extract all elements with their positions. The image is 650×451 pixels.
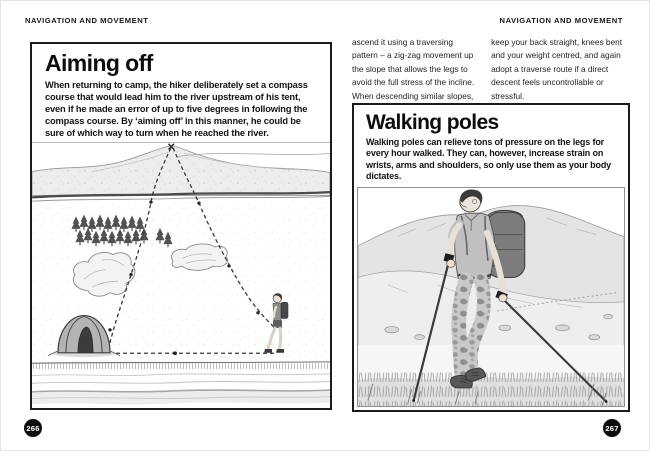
walking-poles-title: Walking poles [366,111,499,134]
page-number-badge-left: 266 [24,419,42,437]
aiming-off-box [30,42,332,410]
running-head-right: NAVIGATION AND MOVEMENT [499,16,623,25]
aiming-off-illustration [32,142,330,408]
intro-column-1: ascend it using a traversing pattern – a zig-zag movement up the slope that allows the legs to avoid the full stress of the incline. When descending similar slopes, [352,37,475,101]
grass-foreground [358,372,624,406]
riverbank-edge [32,362,330,369]
aiming-off-title: Aiming off [45,50,153,76]
walking-poles-box [352,103,630,412]
aiming-off-body: When returning to camp, the hiker deliberately set a compass course that would lead him to the river upstream of his tent, even if he made an error of up to five degrees in following the compass course. By ‘aiming off’ in this manner, he could be sure of which way to turn when he reached the river. [45,79,308,138]
intro-column-2: keep your back straight, knees bent and your weight centred, and again adopt a traverse route if a direct descent feels uncontrollable or stressful. [491,37,623,101]
walking-poles-illustration [357,187,625,407]
aiming-off-diagram [32,143,330,408]
intro-columns [352,36,630,103]
page-number-badge-right: 267 [603,419,621,437]
running-head-left: NAVIGATION AND MOVEMENT [25,16,149,25]
hillside [32,146,330,196]
walking-poles-figure [358,188,624,406]
walking-poles-body: Walking poles can relieve tons of pressure on the legs for every hour walked. They can, however, increase strain on wrists, arms and shoulders, so only use them as your body dictates. [366,136,612,182]
river-water [32,374,330,405]
